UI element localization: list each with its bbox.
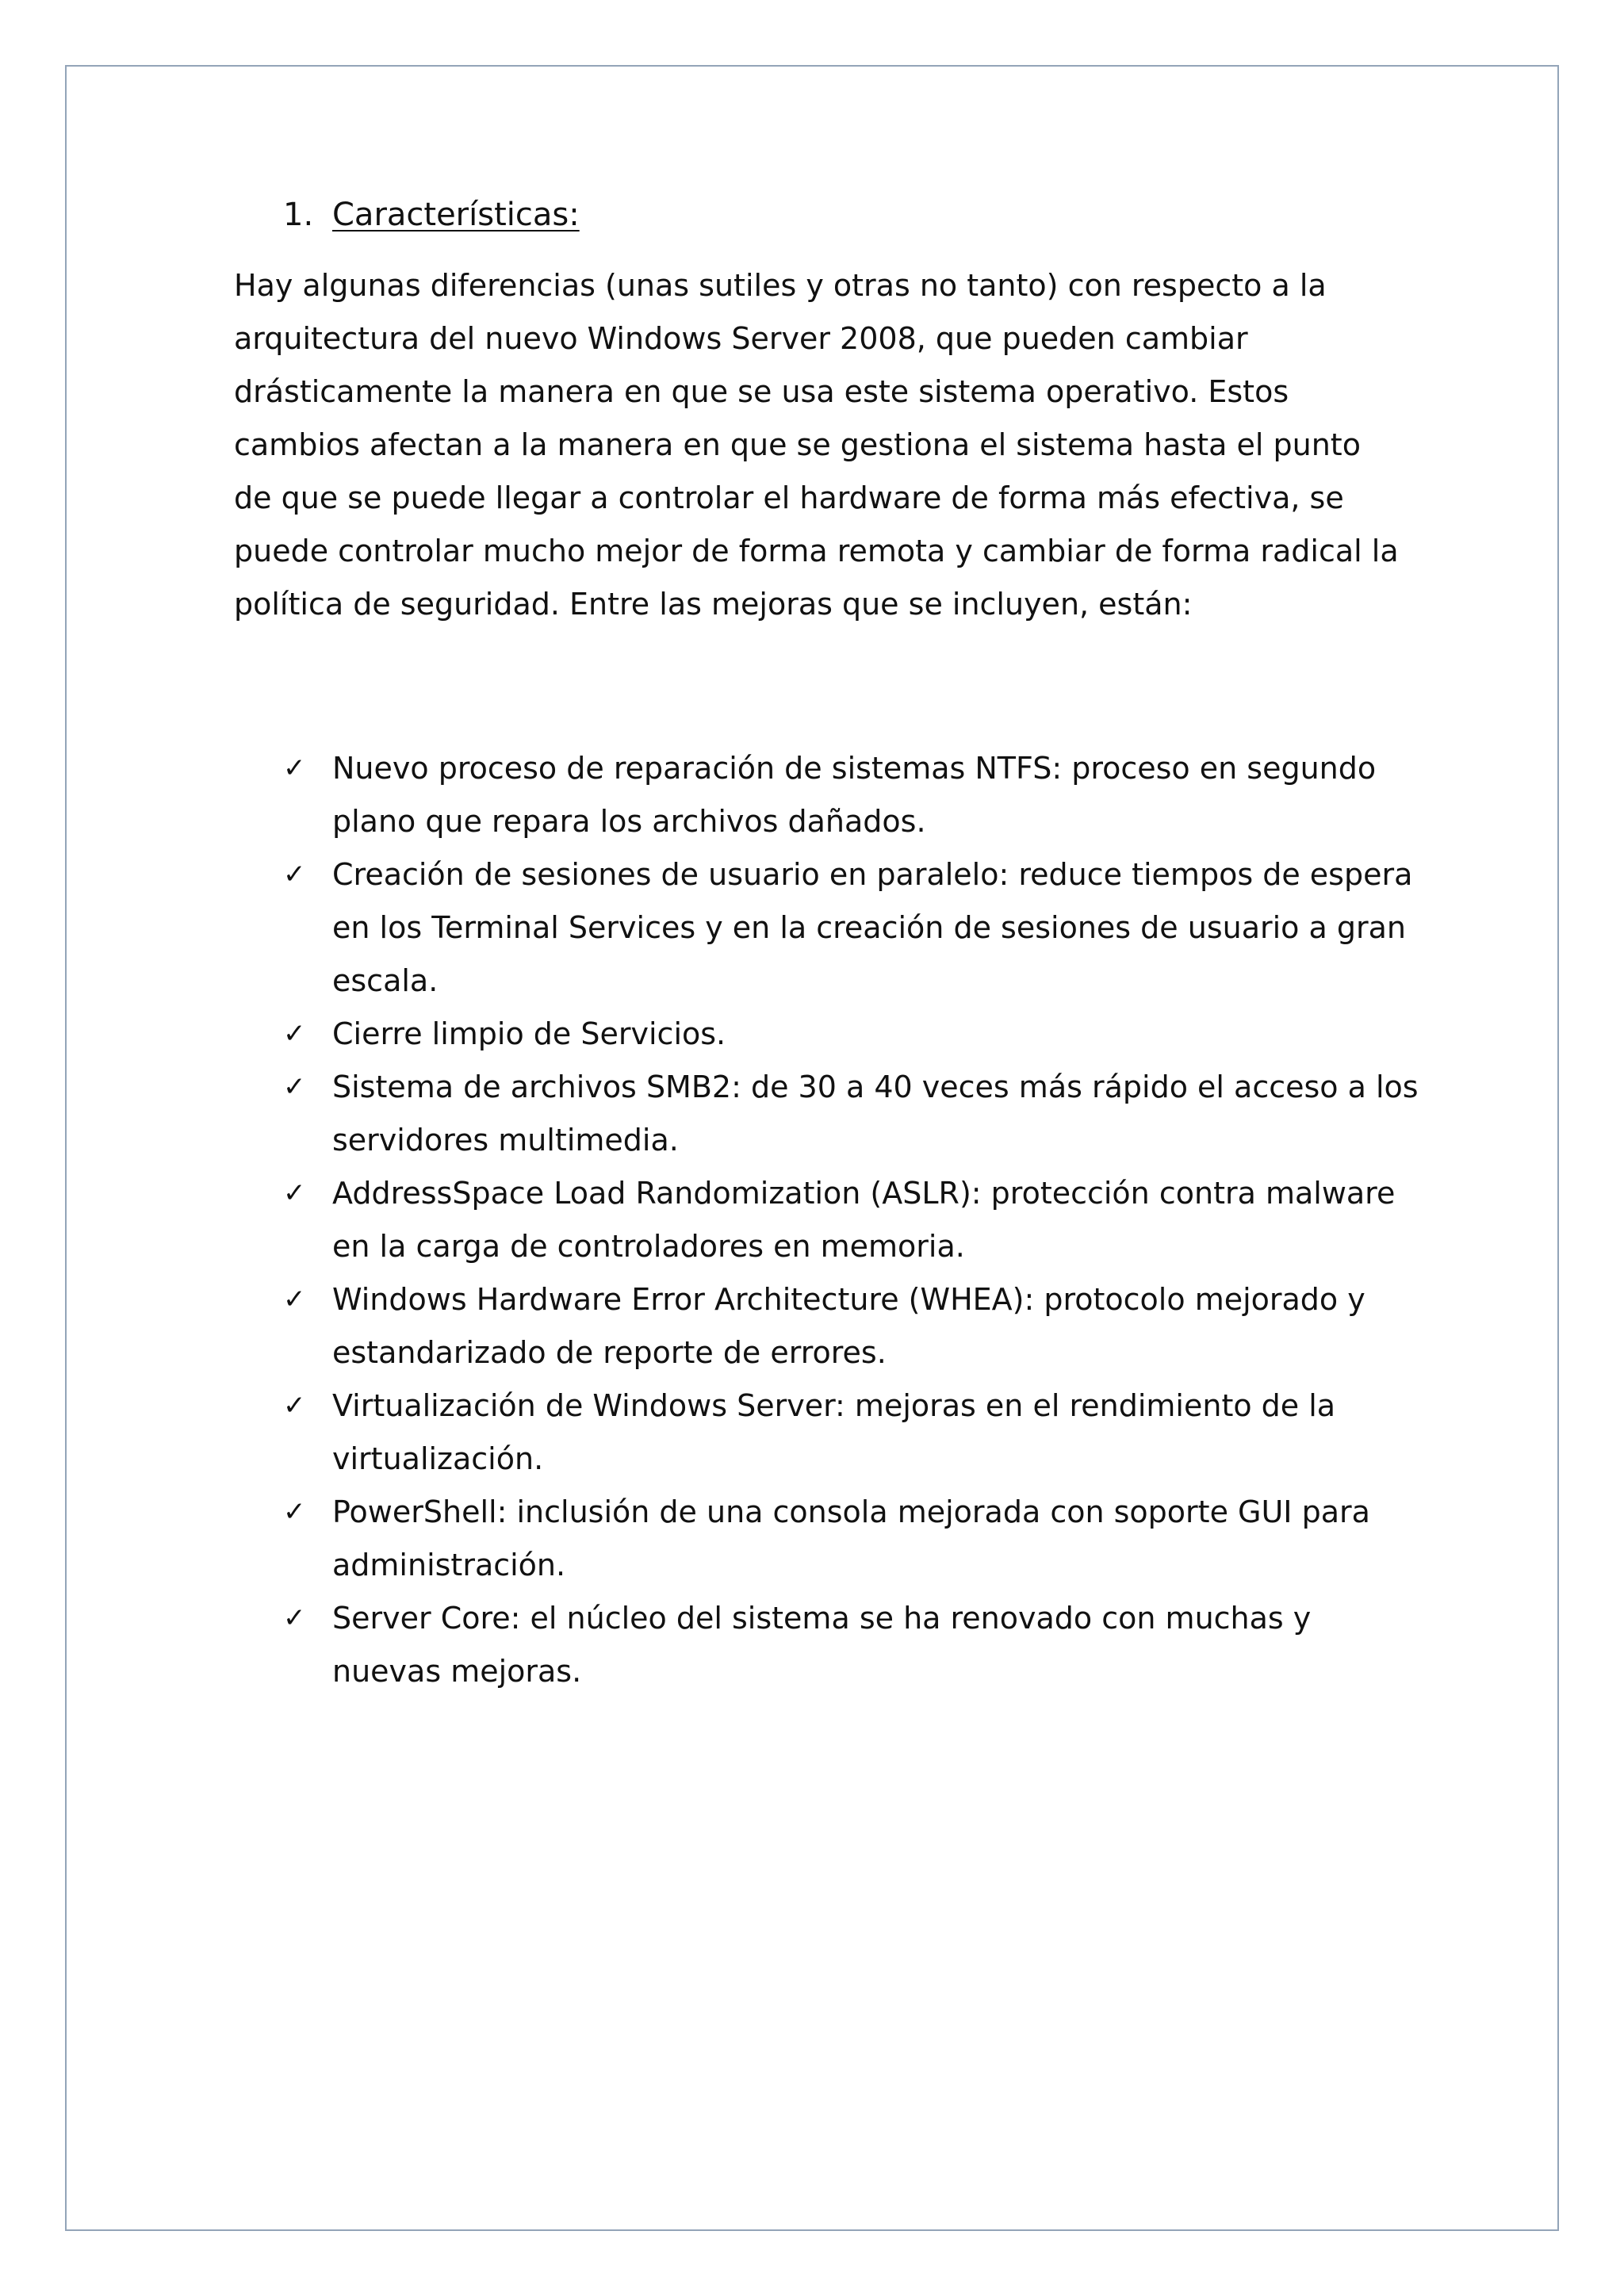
section-number: 1. (283, 197, 314, 233)
checkmark-icon: ✓ (283, 1602, 306, 1634)
list-item (283, 1380, 1425, 1486)
list-item (283, 742, 1425, 848)
section-heading (283, 194, 1408, 235)
list-item-text: PowerShell: inclusión de una consola mejorada con soporte GUI para administración. (332, 1494, 1370, 1582)
list-item-text: Sistema de archivos SMB2: de 30 a 40 veces más rápido el acceso a los servidores multimedia. (332, 1070, 1419, 1158)
checkmark-icon: ✓ (283, 1018, 306, 1050)
list-item-text: Windows Hardware Error Architecture (WHEA): protocolo mejorado y estandarizado de reporte de errores. (332, 1282, 1365, 1370)
list-item (283, 1167, 1425, 1273)
list-item (283, 1486, 1425, 1592)
checkmark-icon: ✓ (283, 1284, 306, 1315)
list-item (283, 1592, 1425, 1698)
list-item (283, 1273, 1425, 1380)
section-title: Características: (332, 197, 580, 233)
checkmark-icon: ✓ (283, 859, 306, 890)
checkmark-icon: ✓ (283, 1071, 306, 1103)
checkmark-icon: ✓ (283, 1390, 306, 1422)
list-item (283, 848, 1425, 1008)
document-content (234, 194, 1419, 1698)
list-item-text: Server Core: el núcleo del sistema se ha renovado con muchas y nuevas mejoras. (332, 1601, 1312, 1689)
checkmark-icon: ✓ (283, 752, 306, 784)
list-item (283, 1008, 1425, 1061)
list-item-text: Nuevo proceso de reparación de sistemas NTFS: proceso en segundo plano que repara los archivos dañados. (332, 751, 1377, 839)
list-item-text: AddressSpace Load Randomization (ASLR): protección contra malware en la carga de controladores en memoria. (332, 1176, 1396, 1264)
checkmark-icon: ✓ (283, 1177, 306, 1209)
features-list (234, 742, 1419, 1698)
intro-paragraph: Hay algunas diferencias (unas sutiles y otras no tanto) con respecto a la arquitectura del nuevo Windows Server 2008, que pueden cambiar drásticamente la manera en que se usa este sistema operativo. Estos cambios afectan a la manera en que se gestiona el sistema hasta el punto de que se puede llegar a controlar el hardware de forma más efectiva, se puede controlar mucho mejor de forma remota y cambiar de forma radical la política de seguridad. Entre las mejoras que se incluyen, están: (234, 268, 1399, 622)
list-item-text: Virtualización de Windows Server: mejoras en el rendimiento de la virtualización. (332, 1388, 1336, 1476)
list-item-text: Creación de sesiones de usuario en paralelo: reduce tiempos de espera en los Terminal Services y en la creación de sesiones de usuario a gran escala. (332, 857, 1413, 998)
checkmark-icon: ✓ (283, 1496, 306, 1528)
list-item-text: Cierre limpio de Servicios. (332, 1016, 726, 1051)
list-item (283, 1061, 1425, 1167)
